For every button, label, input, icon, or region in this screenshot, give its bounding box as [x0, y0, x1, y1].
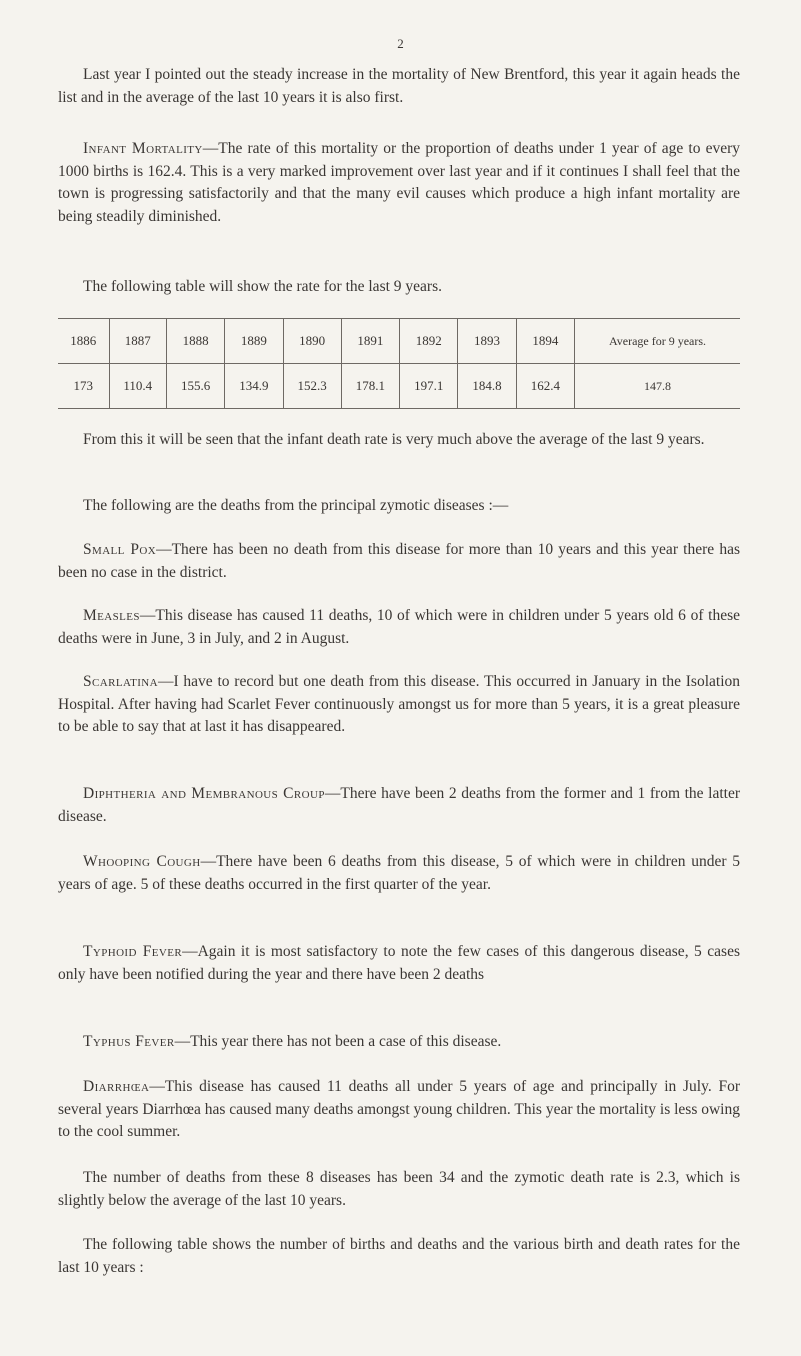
- year-cell: 1893: [458, 319, 516, 364]
- rate-cell: 152.3: [283, 364, 341, 409]
- diphtheria-paragraph: [58, 783, 740, 828]
- scarlatina-paragraph: [58, 671, 740, 739]
- year-cell: 1892: [400, 319, 458, 364]
- rate-cell: 155.6: [166, 364, 224, 409]
- small-pox-heading: Small Pox: [83, 541, 157, 558]
- infant-mortality-table: [58, 318, 740, 409]
- table-intro-paragraph: The following table will show the rate for the last 9 years.: [83, 278, 442, 295]
- whooping-cough-heading: Whooping Cough: [83, 853, 201, 870]
- infant-mortality-text: —The rate of this mortality or the proportion of deaths under 1 year of age to every 1000 births is 162.4. This is a very marked improvement over last year and if it continues I shall feel that the town is progressing satisfactorily and that the many evil causes which produce a high infant mortality are being steadily diminished.: [58, 140, 740, 225]
- infant-mortality-heading: Infant Mortality: [83, 140, 203, 157]
- zymotic-intro-paragraph: The following are the deaths from the principal zymotic diseases :—: [83, 497, 509, 514]
- scarlatina-heading: Scarlatina: [83, 673, 158, 690]
- small-pox-paragraph: [58, 539, 740, 584]
- page-number: 2: [397, 36, 404, 51]
- rate-cell: 110.4: [109, 364, 166, 409]
- typhoid-fever-heading: Typhoid Fever: [83, 943, 183, 960]
- typhus-fever-paragraph: [58, 1031, 740, 1054]
- typhoid-fever-text: —Again it is most satisfactory to note the few cases of this dangerous disease, 5 cases only have been notified during the year and there have been 2 deaths: [58, 943, 740, 983]
- average-value-cell: 147.8: [575, 364, 741, 409]
- closing-paragraph: The following table shows the number of births and deaths and the various birth and death rates for the last 10 years :: [58, 1236, 740, 1276]
- diarrhoea-paragraph: [58, 1076, 740, 1144]
- year-cell: 1891: [341, 319, 399, 364]
- diphtheria-heading: Diphtheria and Membranous Croup: [83, 785, 325, 802]
- diphtheria-text: —There have been 2 deaths from the former and 1 from the latter disease.: [58, 785, 740, 825]
- year-cell: 1887: [109, 319, 166, 364]
- rate-cell: 184.8: [458, 364, 516, 409]
- rate-cell: 197.1: [400, 364, 458, 409]
- measles-heading: Measles: [83, 607, 140, 624]
- diarrhoea-heading: Diarrhœa: [83, 1078, 150, 1095]
- average-header-cell: Average for 9 years.: [575, 319, 741, 364]
- small-pox-text: —There has been no death from this disease for more than 10 years and this year there has been no case in the district.: [58, 541, 740, 581]
- year-cell: 1886: [58, 319, 109, 364]
- rate-cell: 162.4: [516, 364, 574, 409]
- table-header-row: [58, 319, 740, 364]
- year-cell: 1890: [283, 319, 341, 364]
- year-cell: 1894: [516, 319, 574, 364]
- infant-mortality-paragraph: [58, 138, 740, 228]
- year-cell: 1888: [166, 319, 224, 364]
- summary-paragraph: The number of deaths from these 8 diseases has been 34 and the zymotic death rate is 2.3, which is slightly below the average of the last 10 years.: [58, 1169, 740, 1209]
- typhus-fever-text: —This year there has not been a case of this disease.: [174, 1033, 502, 1050]
- measles-text: —This disease has caused 11 deaths, 10 of which were in children under 5 years old 6 of these deaths were in June, 3 in July, and 2 in August.: [58, 607, 740, 647]
- table-value-row: [58, 364, 740, 409]
- whooping-cough-paragraph: [58, 851, 740, 896]
- scarlatina-text: —I have to record but one death from this disease. This occurred in January in the Isolation Hospital. After having had Scarlet Fever continuously amongst us for more than 5 years, it is a great pleasure to be able to say that at last it has disappeared.: [58, 673, 740, 735]
- typhoid-fever-paragraph: [58, 941, 740, 986]
- intro-paragraph: Last year I pointed out the steady increase in the mortality of New Brentford, this year it again heads the list and in the average of the last 10 years it is also first.: [58, 66, 740, 106]
- year-cell: 1889: [225, 319, 283, 364]
- after-table-paragraph: From this it will be seen that the infant death rate is very much above the average of the last 9 years.: [83, 431, 705, 448]
- rate-cell: 178.1: [341, 364, 399, 409]
- diarrhoea-text: —This disease has caused 11 deaths all under 5 years of age and principally in July. For several years Diarrhœa has caused many deaths amongst young children. This year the mortality is less owing to the cool summer.: [58, 1078, 740, 1140]
- typhus-fever-heading: Typhus Fever: [83, 1033, 175, 1050]
- whooping-cough-text: —There have been 6 deaths from this disease, 5 of which were in children under 5 years of age. 5 of these deaths occurred in the first quarter of the year.: [58, 853, 741, 893]
- measles-paragraph: [58, 605, 740, 650]
- rate-cell: 173: [73, 378, 94, 393]
- rate-cell: 134.9: [225, 364, 283, 409]
